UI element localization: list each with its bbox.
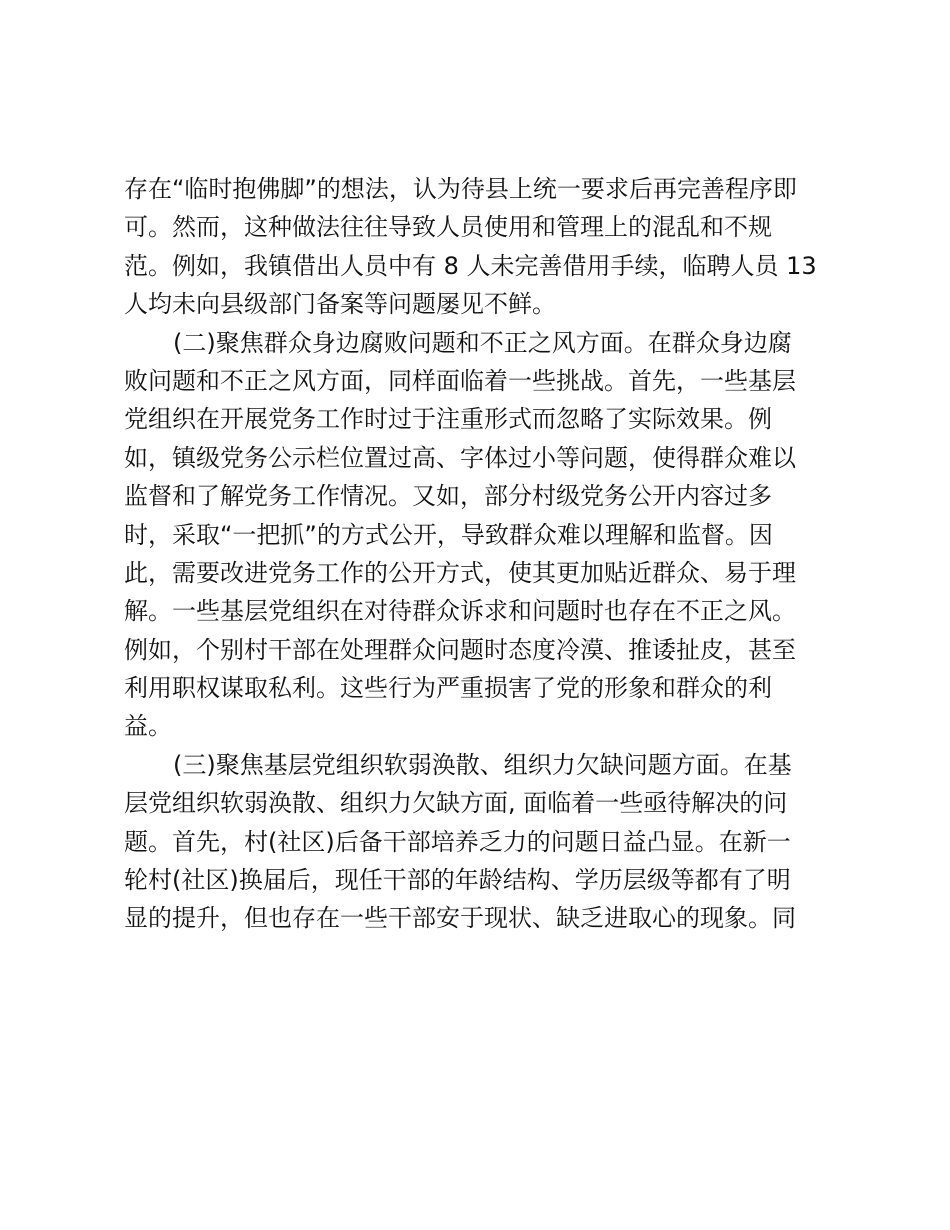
text-line: 败问题和不正之风方面，同样面临着一些挑战。首先，一些基层	[124, 366, 796, 395]
text-line: 可。然而，这种做法往往导致人员使用和管理上的混乱和不规	[124, 213, 772, 242]
text-line: 题。首先，村(社区)后备干部培养乏力的问题日益凸显。在新一	[124, 827, 791, 856]
text-line: 范。例如，我镇借出人员中有 8 人未完善借用手续，临聘人员 13	[124, 251, 817, 280]
text-line: (三)聚焦基层党组织软弱涣散、组织力欠缺问题方面。在基	[173, 750, 792, 779]
text-line: (二)聚焦群众身边腐败问题和不正之风方面。在群众身边腐	[173, 328, 792, 357]
text-line: 益。	[124, 712, 172, 741]
text-line: 人均未向县级部门备案等问题屡见不鲜。	[124, 290, 556, 319]
text-line: 轮村(社区)换届后，现任干部的年龄结构、学历层级等都有了明	[124, 866, 791, 895]
text-line: 时，采取“一把抓”的方式公开，导致群众难以理解和监督。因	[124, 520, 773, 549]
text-line: 党组织在开展党务工作时过于注重形式而忽略了实际效果。例	[124, 405, 772, 434]
text-line: 如，镇级党务公示栏位置过高、字体过小等问题，使得群众难以	[124, 443, 796, 472]
document-body	[124, 170, 832, 938]
text-line: 监督和了解党务工作情况。又如，部分村级党务公开内容过多	[124, 482, 772, 511]
text-line: 例如，个别村干部在处理群众问题时态度冷漠、推诿扯皮，甚至	[124, 635, 796, 664]
text-line: 利用职权谋取私利。这些行为严重损害了党的形象和群众的利	[124, 674, 772, 703]
text-line: 显的提升，但也存在一些干部安于现状、缺乏进取心的现象。同	[124, 904, 796, 933]
text-line: 存在“临时抱佛脚”的想法，认为待县上统一要求后再完善程序即	[124, 175, 797, 203]
text-line: 此，需要改进党务工作的公开方式，使其更加贴近群众、易于理	[124, 558, 796, 587]
text-line: 层党组织软弱涣散、组织力欠缺方面, 面临着一些亟待解决的问	[124, 789, 788, 818]
text-line: 解。一些基层党组织在对待群众诉求和问题时也存在不正之风。	[124, 597, 796, 626]
